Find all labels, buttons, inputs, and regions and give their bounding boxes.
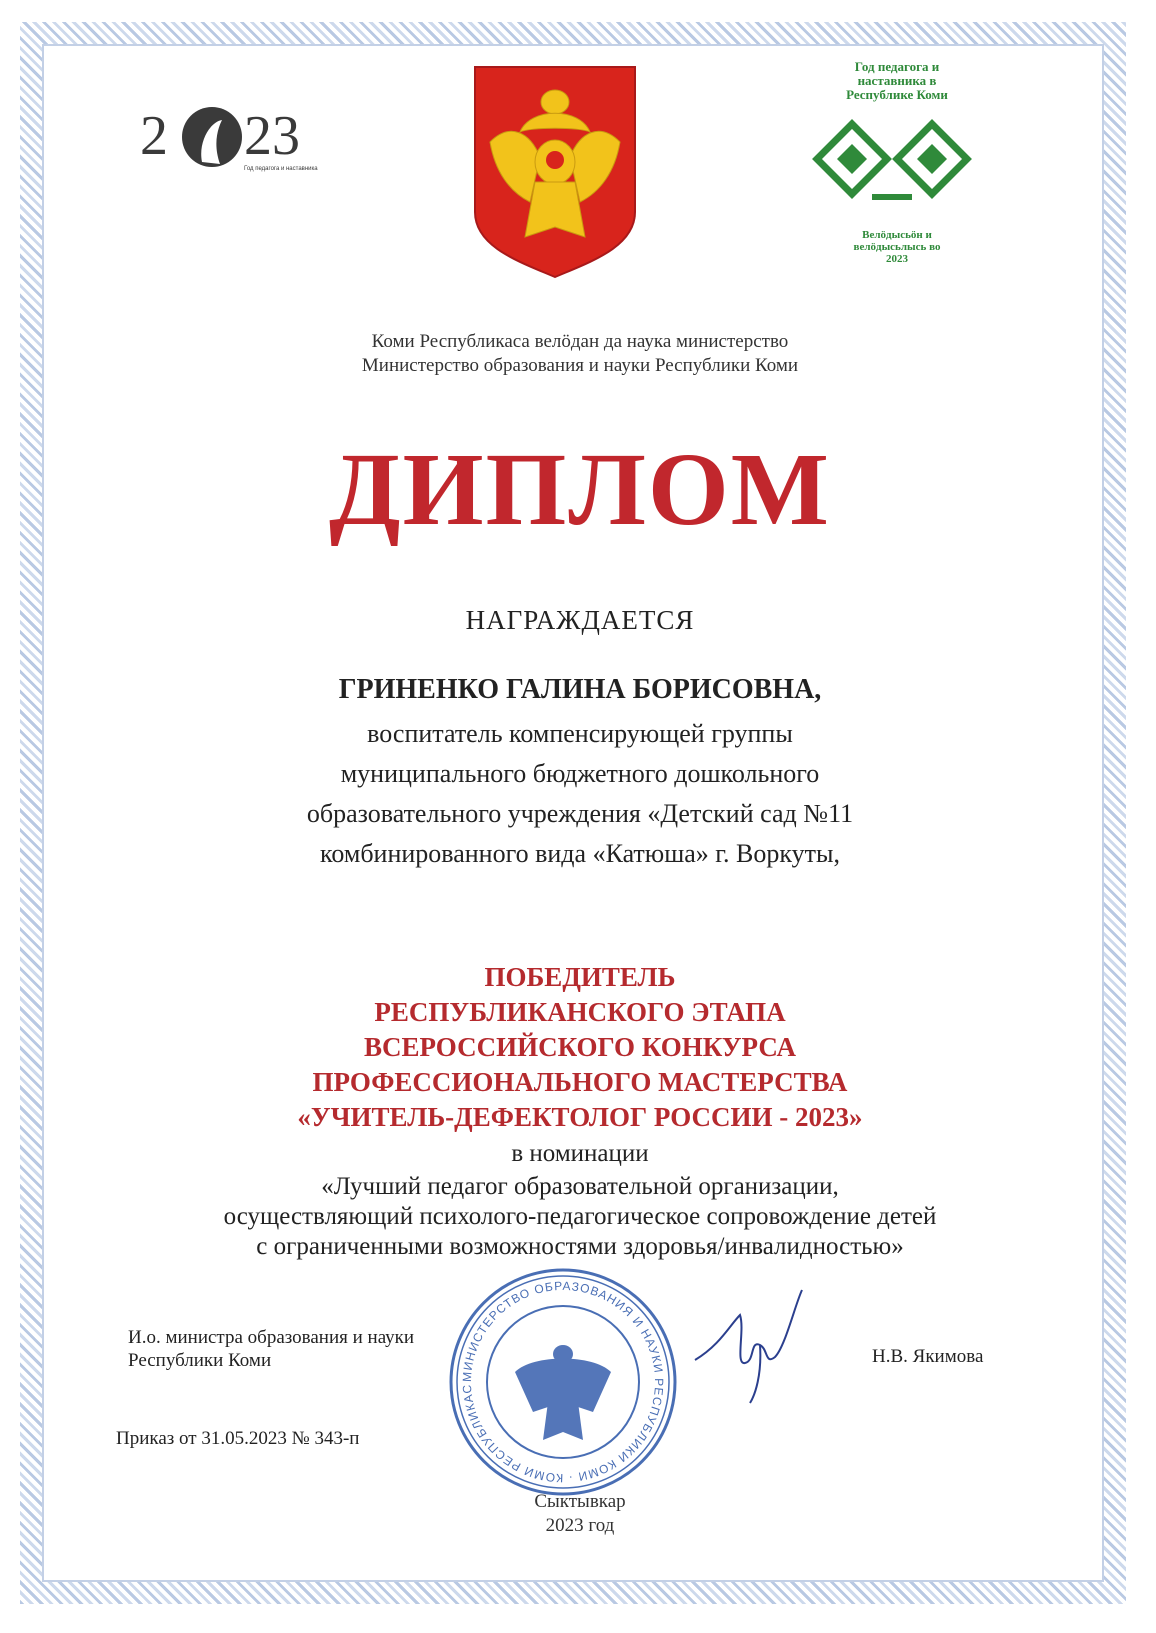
city: Сыктывкар <box>534 1491 626 1512</box>
winner-line: РЕСПУБЛИКАНСКОГО ЭТАПА <box>374 997 786 1027</box>
logo-2023-caption: Год педагога и наставника <box>244 166 318 172</box>
signatory-name: Н.В. Якимова <box>872 1346 984 1367</box>
seal-text: МИНИСТЕРСТВО ОБРАЗОВАНИЯ И НАУКИ РЕСПУБЛИКИ КОМИ · КОМИ РЕСПУБЛИКАС <box>459 1278 667 1486</box>
nomination-line: с ограниченными возможностями здоровья/инвалидностью» <box>256 1233 904 1260</box>
awarded-label: НАГРАЖДАЕТСЯ <box>465 605 695 635</box>
seal-stamp-icon <box>443 1262 683 1502</box>
year-2023-logo <box>140 92 318 192</box>
svg-text:2: 2 <box>140 105 168 167</box>
nomination-label: в номинации <box>511 1140 649 1167</box>
year-logo-title: Год педагога и наставника в Республике Коми <box>846 59 948 102</box>
signatory-title-line1: И.о. министра образования и науки <box>128 1327 415 1348</box>
order-reference: Приказ от 31.05.2023 № 343-п <box>116 1428 360 1449</box>
ornament-icon <box>812 104 972 224</box>
winner-line: ПРОФЕССИОНАЛЬНОГО МАСТЕРСТВА <box>312 1067 848 1097</box>
handwritten-signature <box>690 1285 810 1405</box>
winner-line: ПОБЕДИТЕЛЬ <box>484 962 676 992</box>
komi-coat-of-arms-icon <box>470 62 640 282</box>
position-line: комбинированного вида «Катюша» г. Воркуты, <box>320 839 840 868</box>
position-line: образовательного учреждения «Детский сад №11 <box>306 799 854 828</box>
place-and-year <box>470 1490 690 1538</box>
document-title: ДИПЛОМ <box>329 432 831 547</box>
winner-line: «УЧИТЕЛЬ-ДЕФЕКТОЛОГ РОССИИ - 2023» <box>297 1102 863 1132</box>
year-logo-caption: Велӧдысьӧн и велӧдысьлысь во 2023 <box>853 229 941 265</box>
winner-line: ВСЕРОССИЙСКОГО КОНКУРСА <box>363 1032 797 1062</box>
signatory-title-line2: Республики Коми <box>128 1350 272 1371</box>
nomination-line: «Лучший педагог образовательной организации, <box>321 1173 839 1200</box>
recipient-name: ГРИНЕНКО ГАЛИНА БОРИСОВНА, <box>338 674 822 705</box>
ministry-header <box>200 330 960 378</box>
year: 2023 год <box>545 1515 615 1536</box>
winner-title <box>150 960 1010 1135</box>
nomination-line: осуществляющий психолого-педагогическое сопровождение детей <box>223 1203 937 1230</box>
ministry-name-komi: Коми Республикаса велӧдан да наука министерство <box>371 331 789 352</box>
position-line: воспитатель компенсирующей группы <box>367 719 793 748</box>
svg-text:23: 23 <box>244 105 300 167</box>
nomination-text <box>100 1172 1060 1262</box>
position-line: муниципального бюджетного дошкольного <box>340 759 820 788</box>
ministry-name-russian: Министерство образования и науки Республики Коми <box>361 355 799 376</box>
recipient-position <box>150 714 1010 874</box>
coat-of-arms <box>470 62 640 282</box>
official-seal <box>443 1262 683 1502</box>
signatory-title <box>128 1326 508 1372</box>
year-of-teacher-logo <box>812 60 982 270</box>
